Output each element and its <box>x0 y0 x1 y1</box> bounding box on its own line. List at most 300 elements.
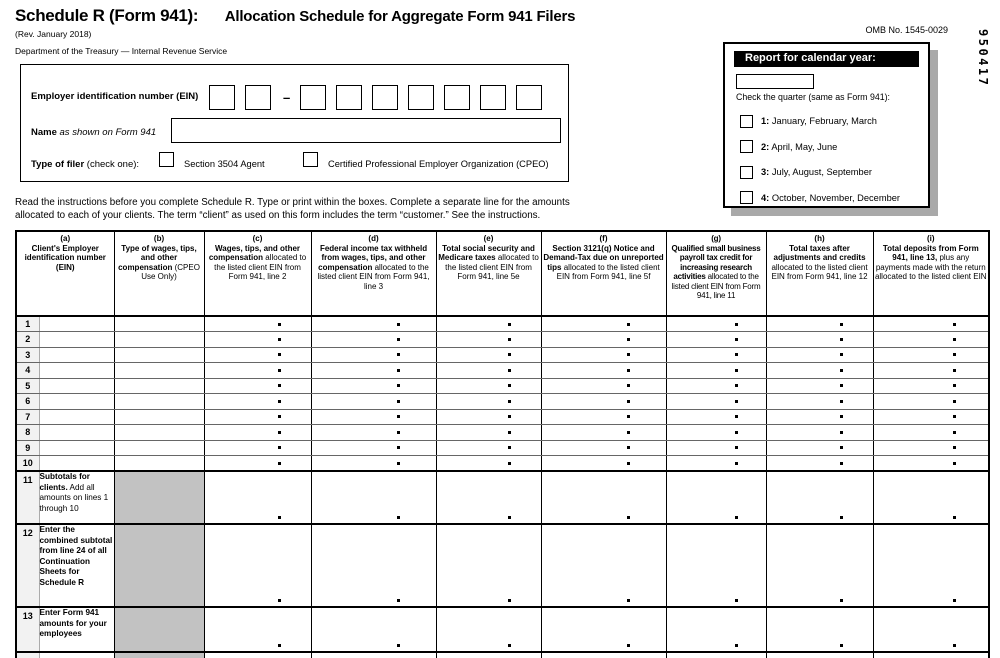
decimal-dot <box>278 369 281 372</box>
client-row-3 <box>16 347 989 363</box>
client-row-9 <box>16 440 989 456</box>
amount-cell-f[interactable] <box>541 363 666 379</box>
amount-cell-c[interactable] <box>204 378 311 394</box>
decimal-dot <box>627 369 630 372</box>
amount-cell-e[interactable] <box>436 440 541 456</box>
row-number: 9 <box>16 440 39 456</box>
client-row-5 <box>16 378 989 394</box>
amount-cell-g[interactable] <box>666 394 766 410</box>
decimal-dot <box>278 323 281 326</box>
amount-cell-h[interactable] <box>766 332 873 348</box>
amount-cell-h[interactable] <box>766 471 873 524</box>
decimal-dot <box>627 446 630 449</box>
amount-cell-d[interactable] <box>311 607 436 652</box>
decimal-dot <box>508 462 511 465</box>
ein-entry-cell[interactable] <box>39 440 114 456</box>
amount-cell-e[interactable] <box>436 363 541 379</box>
decimal-dot <box>508 599 511 602</box>
decimal-dot <box>397 415 400 418</box>
page-title <box>15 6 575 26</box>
instructions-line-2: allocated to each of your clients. The term “client” as used on this form includes the term “customer.” See the instructions. <box>15 210 541 221</box>
ein-box-4[interactable] <box>336 85 362 110</box>
amount-cell-f[interactable] <box>541 409 666 425</box>
col-header-d: (d) Federal income tax withheld from wages, tips, and other compensation allocated to the listed client EIN from Form 941, line 3 <box>311 231 436 316</box>
amount-cell-c[interactable] <box>204 456 311 472</box>
ein-box-9[interactable] <box>516 85 542 110</box>
ein-box-2[interactable] <box>245 85 271 110</box>
amount-cell-f[interactable] <box>541 347 666 363</box>
omb-number: OMB No. 1545-0029 <box>865 25 948 35</box>
decimal-dot <box>840 400 843 403</box>
decimal-dot <box>735 353 738 356</box>
col-header-a: (a) Client's Employer identification number (EIN) <box>16 231 114 316</box>
amount-cell-c[interactable] <box>204 607 311 652</box>
decimal-dot <box>278 599 281 602</box>
combined-subtotal-row-12 <box>16 524 989 607</box>
amount-cell-h[interactable] <box>766 607 873 652</box>
decimal-dot <box>840 353 843 356</box>
ein-box-8[interactable] <box>480 85 506 110</box>
ein-box-3[interactable] <box>300 85 326 110</box>
decimal-dot <box>397 353 400 356</box>
amount-cell-e[interactable] <box>436 652 541 658</box>
col-header-e: (e) Total social security and Medicare taxes allocated to the listed client EIN from Form 941, line 5e <box>436 231 541 316</box>
cpeo-label: Certified Professional Employer Organization (CPEO) <box>328 159 549 169</box>
amount-cell-i[interactable] <box>873 363 989 379</box>
revision-date: (Rev. January 2018) <box>15 29 92 39</box>
decimal-dot <box>397 516 400 519</box>
ein-box-7[interactable] <box>444 85 470 110</box>
amount-cell-g[interactable] <box>666 363 766 379</box>
decimal-dot <box>840 384 843 387</box>
decimal-dot <box>278 338 281 341</box>
ein-entry-cell[interactable] <box>39 394 114 410</box>
decimal-dot <box>397 369 400 372</box>
wage-type-cell[interactable] <box>114 394 204 410</box>
ein-entry-cell[interactable] <box>39 378 114 394</box>
checkbox-section-3504-agent[interactable] <box>159 152 174 167</box>
decimal-dot <box>840 323 843 326</box>
subtotal-row-11 <box>16 471 989 524</box>
amount-cell-e[interactable] <box>436 378 541 394</box>
decimal-dot <box>508 400 511 403</box>
amount-cell-d[interactable] <box>311 471 436 524</box>
decimal-dot <box>953 446 956 449</box>
decimal-dot <box>627 431 630 434</box>
amount-cell-g[interactable] <box>666 652 766 658</box>
row-number: 7 <box>16 409 39 425</box>
wage-type-cell[interactable] <box>114 332 204 348</box>
amount-cell-h[interactable] <box>766 378 873 394</box>
decimal-dot <box>840 599 843 602</box>
row-14-label <box>39 652 114 658</box>
amount-cell-i[interactable] <box>873 607 989 652</box>
shaded-cell <box>114 524 204 607</box>
amount-cell-d[interactable] <box>311 347 436 363</box>
wage-type-cell[interactable] <box>114 316 204 332</box>
calendar-year-input[interactable] <box>736 74 814 89</box>
amount-cell-c[interactable] <box>204 409 311 425</box>
amount-cell-d[interactable] <box>311 524 436 607</box>
decimal-dot <box>397 400 400 403</box>
name-input[interactable] <box>171 118 561 143</box>
ein-entry-cell[interactable] <box>39 425 114 441</box>
decimal-dot <box>735 446 738 449</box>
decimal-dot <box>953 462 956 465</box>
decimal-dot <box>735 431 738 434</box>
decimal-dot <box>953 415 956 418</box>
amount-cell-h[interactable] <box>766 409 873 425</box>
decimal-dot <box>735 384 738 387</box>
row-number: 11 <box>16 471 39 524</box>
amount-cell-c[interactable] <box>204 425 311 441</box>
table-header-row <box>16 231 989 316</box>
amount-cell-d[interactable] <box>311 378 436 394</box>
amount-cell-i[interactable] <box>873 425 989 441</box>
amount-cell-c[interactable] <box>204 394 311 410</box>
decimal-dot <box>735 599 738 602</box>
amount-cell-c[interactable] <box>204 347 311 363</box>
amount-cell-e[interactable] <box>436 607 541 652</box>
decimal-dot <box>840 644 843 647</box>
client-row-10 <box>16 456 989 472</box>
quarter-option-4-label: 4: October, November, December <box>761 192 901 203</box>
amount-cell-f[interactable] <box>541 378 666 394</box>
wage-type-cell[interactable] <box>114 378 204 394</box>
ein-label: Employer identification number (EIN) <box>31 91 199 102</box>
amount-cell-e[interactable] <box>436 316 541 332</box>
amount-cell-h[interactable] <box>766 440 873 456</box>
amount-cell-i[interactable] <box>873 316 989 332</box>
amount-cell-h[interactable] <box>766 425 873 441</box>
client-row-6 <box>16 394 989 410</box>
amount-cell-e[interactable] <box>436 524 541 607</box>
decimal-dot <box>278 384 281 387</box>
client-row-4 <box>16 363 989 379</box>
amount-cell-d[interactable] <box>311 425 436 441</box>
decimal-dot <box>953 338 956 341</box>
decimal-dot <box>953 431 956 434</box>
row-number: 4 <box>16 363 39 379</box>
decimal-dot <box>953 323 956 326</box>
decimal-dot <box>508 415 511 418</box>
decimal-dot <box>627 599 630 602</box>
amount-cell-f[interactable] <box>541 471 666 524</box>
client-row-1 <box>16 316 989 332</box>
decimal-dot <box>508 431 511 434</box>
decimal-dot <box>953 400 956 403</box>
amount-cell-d[interactable] <box>311 394 436 410</box>
decimal-dot <box>397 462 400 465</box>
row-number: 8 <box>16 425 39 441</box>
ein-box-6[interactable] <box>408 85 434 110</box>
amount-cell-f[interactable] <box>541 440 666 456</box>
decimal-dot <box>953 516 956 519</box>
amount-cell-i[interactable] <box>873 394 989 410</box>
decimal-dot <box>840 516 843 519</box>
amount-cell-f[interactable] <box>541 652 666 658</box>
amount-cell-f[interactable] <box>541 456 666 472</box>
decimal-dot <box>840 431 843 434</box>
decimal-dot <box>397 599 400 602</box>
decimal-dot <box>508 516 511 519</box>
amount-cell-f[interactable] <box>541 394 666 410</box>
row-14-partial <box>16 652 989 658</box>
decimal-dot <box>278 516 281 519</box>
amount-cell-f[interactable] <box>541 332 666 348</box>
decimal-dot <box>278 353 281 356</box>
decimal-dot <box>508 369 511 372</box>
amount-cell-f[interactable] <box>541 524 666 607</box>
row-number: 6 <box>16 394 39 410</box>
ein-dash: – <box>283 90 291 105</box>
amount-cell-c[interactable] <box>204 316 311 332</box>
decimal-dot <box>627 353 630 356</box>
department-line: Department of the Treasury — Internal Revenue Service <box>15 46 228 56</box>
col-header-h: (h) Total taxes after adjustments and credits allocated to the listed client EIN from Form 941, line 12 <box>766 231 873 316</box>
amount-cell-g[interactable] <box>666 347 766 363</box>
row-number: 10 <box>16 456 39 472</box>
amount-cell-i[interactable] <box>873 347 989 363</box>
amount-cell-i[interactable] <box>873 378 989 394</box>
amount-cell-g[interactable] <box>666 471 766 524</box>
amount-cell-d[interactable] <box>311 332 436 348</box>
amount-cell-f[interactable] <box>541 425 666 441</box>
amount-cell-h[interactable] <box>766 524 873 607</box>
amount-cell-e[interactable] <box>436 332 541 348</box>
amount-cell-g[interactable] <box>666 425 766 441</box>
decimal-dot <box>278 644 281 647</box>
decimal-dot <box>627 384 630 387</box>
checkbox-quarter-1[interactable] <box>740 115 753 128</box>
amount-cell-d[interactable] <box>311 652 436 658</box>
decimal-dot <box>840 369 843 372</box>
amount-cell-d[interactable] <box>311 316 436 332</box>
amount-cell-e[interactable] <box>436 456 541 472</box>
client-row-7 <box>16 409 989 425</box>
shaded-cell <box>114 652 204 658</box>
decimal-dot <box>627 462 630 465</box>
decimal-dot <box>397 338 400 341</box>
amount-cell-i[interactable] <box>873 332 989 348</box>
decimal-dot <box>840 446 843 449</box>
col-header-c: (c) Wages, tips, and other compensation allocated to the listed client EIN from Form 941, line 2 <box>204 231 311 316</box>
decimal-dot <box>278 415 281 418</box>
allocation-table <box>15 230 990 658</box>
amount-cell-f[interactable] <box>541 316 666 332</box>
wage-type-cell[interactable] <box>114 425 204 441</box>
wage-type-cell[interactable] <box>114 347 204 363</box>
amount-cell-e[interactable] <box>436 425 541 441</box>
col-header-i: (i) Total deposits from Form 941, line 13, plus any payments made with the return allocated to the listed client EIN <box>873 231 989 316</box>
quarter-option-1-label: 1: January, February, March <box>761 116 877 126</box>
amount-cell-c[interactable] <box>204 332 311 348</box>
amount-cell-g[interactable] <box>666 316 766 332</box>
ein-entry-cell[interactable] <box>39 347 114 363</box>
row-11-label: Subtotals for clients. Add all amounts on lines 1 through 10 <box>39 471 114 524</box>
row-number <box>16 652 39 658</box>
col-header-g: (g) Qualified small business payroll tax credit for increasing research activities allocated to the listed client EIN from Form 941, line 11 <box>666 231 766 316</box>
decimal-dot <box>278 446 281 449</box>
name-label: Name as shown on Form 941 <box>31 127 157 138</box>
ein-entry-cell[interactable] <box>39 409 114 425</box>
quarter-option-3[interactable] <box>740 166 928 179</box>
decimal-dot <box>278 400 281 403</box>
decimal-dot <box>953 644 956 647</box>
quarter-option-2[interactable] <box>740 140 928 153</box>
client-row-8 <box>16 425 989 441</box>
decimal-dot <box>953 599 956 602</box>
amount-cell-h[interactable] <box>766 394 873 410</box>
decimal-dot <box>840 415 843 418</box>
decimal-dot <box>508 384 511 387</box>
row-number: 13 <box>16 607 39 652</box>
type-of-filer-label: Type of filer (check one): <box>31 159 140 170</box>
quarter-option-3-label: 3: July, August, September <box>761 167 872 177</box>
amount-cell-i[interactable] <box>873 409 989 425</box>
amount-cell-g[interactable] <box>666 440 766 456</box>
amount-cell-e[interactable] <box>436 471 541 524</box>
amount-cell-c[interactable] <box>204 363 311 379</box>
amount-cell-h[interactable] <box>766 316 873 332</box>
amount-cell-e[interactable] <box>436 394 541 410</box>
amount-cell-g[interactable] <box>666 524 766 607</box>
row-number: 1 <box>16 316 39 332</box>
amount-cell-h[interactable] <box>766 456 873 472</box>
ein-input-cells <box>209 85 552 110</box>
decimal-dot <box>508 353 511 356</box>
row-number: 5 <box>16 378 39 394</box>
wage-type-cell[interactable] <box>114 409 204 425</box>
row-number: 12 <box>16 524 39 607</box>
amount-cell-c[interactable] <box>204 524 311 607</box>
checkbox-cpeo[interactable] <box>303 152 318 167</box>
decimal-dot <box>840 462 843 465</box>
decimal-dot <box>627 516 630 519</box>
checkbox-quarter-2[interactable] <box>740 140 753 153</box>
decimal-dot <box>508 446 511 449</box>
instructions-line-1: Read the instructions before you complete Schedule R. Type or print within the boxes. Complete a separate line for the amounts <box>15 197 570 208</box>
amount-cell-g[interactable] <box>666 332 766 348</box>
amount-cell-d[interactable] <box>311 456 436 472</box>
quarter-option-4[interactable] <box>740 191 928 204</box>
amount-cell-h[interactable] <box>766 652 873 658</box>
ein-box-1[interactable] <box>209 85 235 110</box>
amount-cell-i[interactable] <box>873 440 989 456</box>
amount-cell-i[interactable] <box>873 456 989 472</box>
amount-cell-g[interactable] <box>666 456 766 472</box>
decimal-dot <box>627 644 630 647</box>
report-calendar-year-box <box>723 42 930 208</box>
form-941-amounts-row-13 <box>16 607 989 652</box>
amount-cell-d[interactable] <box>311 409 436 425</box>
amount-cell-i[interactable] <box>873 524 989 607</box>
form-id: Schedule R (Form 941): <box>15 6 199 25</box>
decimal-dot <box>735 462 738 465</box>
decimal-dot <box>627 415 630 418</box>
ein-entry-cell[interactable] <box>39 363 114 379</box>
decimal-dot <box>840 338 843 341</box>
decimal-dot <box>735 323 738 326</box>
col-header-b: (b) Type of wages, tips, and other compensation (CPEO Use Only) <box>114 231 204 316</box>
amount-cell-g[interactable] <box>666 409 766 425</box>
decimal-dot <box>953 369 956 372</box>
decimal-dot <box>735 516 738 519</box>
amount-cell-e[interactable] <box>436 347 541 363</box>
decimal-dot <box>278 462 281 465</box>
shaded-cell <box>114 607 204 652</box>
amount-cell-e[interactable] <box>436 409 541 425</box>
decimal-dot <box>397 384 400 387</box>
decimal-dot <box>397 323 400 326</box>
wage-type-cell[interactable] <box>114 440 204 456</box>
decimal-dot <box>627 400 630 403</box>
wage-type-cell[interactable] <box>114 456 204 472</box>
calendar-year-header: Report for calendar year: <box>734 51 919 67</box>
amount-cell-c[interactable] <box>204 440 311 456</box>
amount-cell-f[interactable] <box>541 607 666 652</box>
decimal-dot <box>627 338 630 341</box>
ein-entry-cell[interactable] <box>39 456 114 472</box>
decimal-dot <box>508 644 511 647</box>
decimal-dot <box>397 644 400 647</box>
decimal-dot <box>508 323 511 326</box>
quarter-option-2-label: 2: April, May, June <box>761 141 838 152</box>
quarter-option-1[interactable] <box>740 115 928 128</box>
decimal-dot <box>953 384 956 387</box>
decimal-dot <box>735 338 738 341</box>
row-number: 3 <box>16 347 39 363</box>
form-catalog-code: 950417 <box>976 29 990 88</box>
amount-cell-c[interactable] <box>204 652 311 658</box>
client-row-2 <box>16 332 989 348</box>
amount-cell-g[interactable] <box>666 378 766 394</box>
decimal-dot <box>627 323 630 326</box>
decimal-dot <box>397 431 400 434</box>
amount-cell-i[interactable] <box>873 471 989 524</box>
instructions-paragraph <box>15 196 735 222</box>
amount-cell-c[interactable] <box>204 471 311 524</box>
ein-entry-cell[interactable] <box>39 316 114 332</box>
amount-cell-g[interactable] <box>666 607 766 652</box>
row-13-label: Enter Form 941 amounts for your employees <box>39 607 114 652</box>
decimal-dot <box>953 353 956 356</box>
filer-info-box <box>20 64 569 182</box>
decimal-dot <box>735 644 738 647</box>
checkbox-quarter-3[interactable] <box>740 166 753 179</box>
checkbox-quarter-4[interactable] <box>740 191 753 204</box>
section-3504-agent-label: Section 3504 Agent <box>184 159 265 169</box>
amount-cell-i[interactable] <box>873 652 989 658</box>
amount-cell-d[interactable] <box>311 440 436 456</box>
wage-type-cell[interactable] <box>114 363 204 379</box>
decimal-dot <box>508 338 511 341</box>
amount-cell-d[interactable] <box>311 363 436 379</box>
decimal-dot <box>735 415 738 418</box>
decimal-dot <box>397 446 400 449</box>
col-header-f: (f) Section 3121(q) Notice and Demand-Tax due on unreported tips allocated to the listed client EIN from Form 941, line 5f <box>541 231 666 316</box>
ein-box-5[interactable] <box>372 85 398 110</box>
decimal-dot <box>735 400 738 403</box>
row-number: 2 <box>16 332 39 348</box>
row-12-label: Enter the combined subtotal from line 24 of all Continuation Sheets for Schedule R <box>39 524 114 607</box>
ein-entry-cell[interactable] <box>39 332 114 348</box>
quarter-check-label: Check the quarter (same as Form 941): <box>736 92 891 102</box>
amount-cell-h[interactable] <box>766 363 873 379</box>
amount-cell-h[interactable] <box>766 347 873 363</box>
decimal-dot <box>278 431 281 434</box>
form-title: Allocation Schedule for Aggregate Form 941 Filers <box>224 8 576 25</box>
